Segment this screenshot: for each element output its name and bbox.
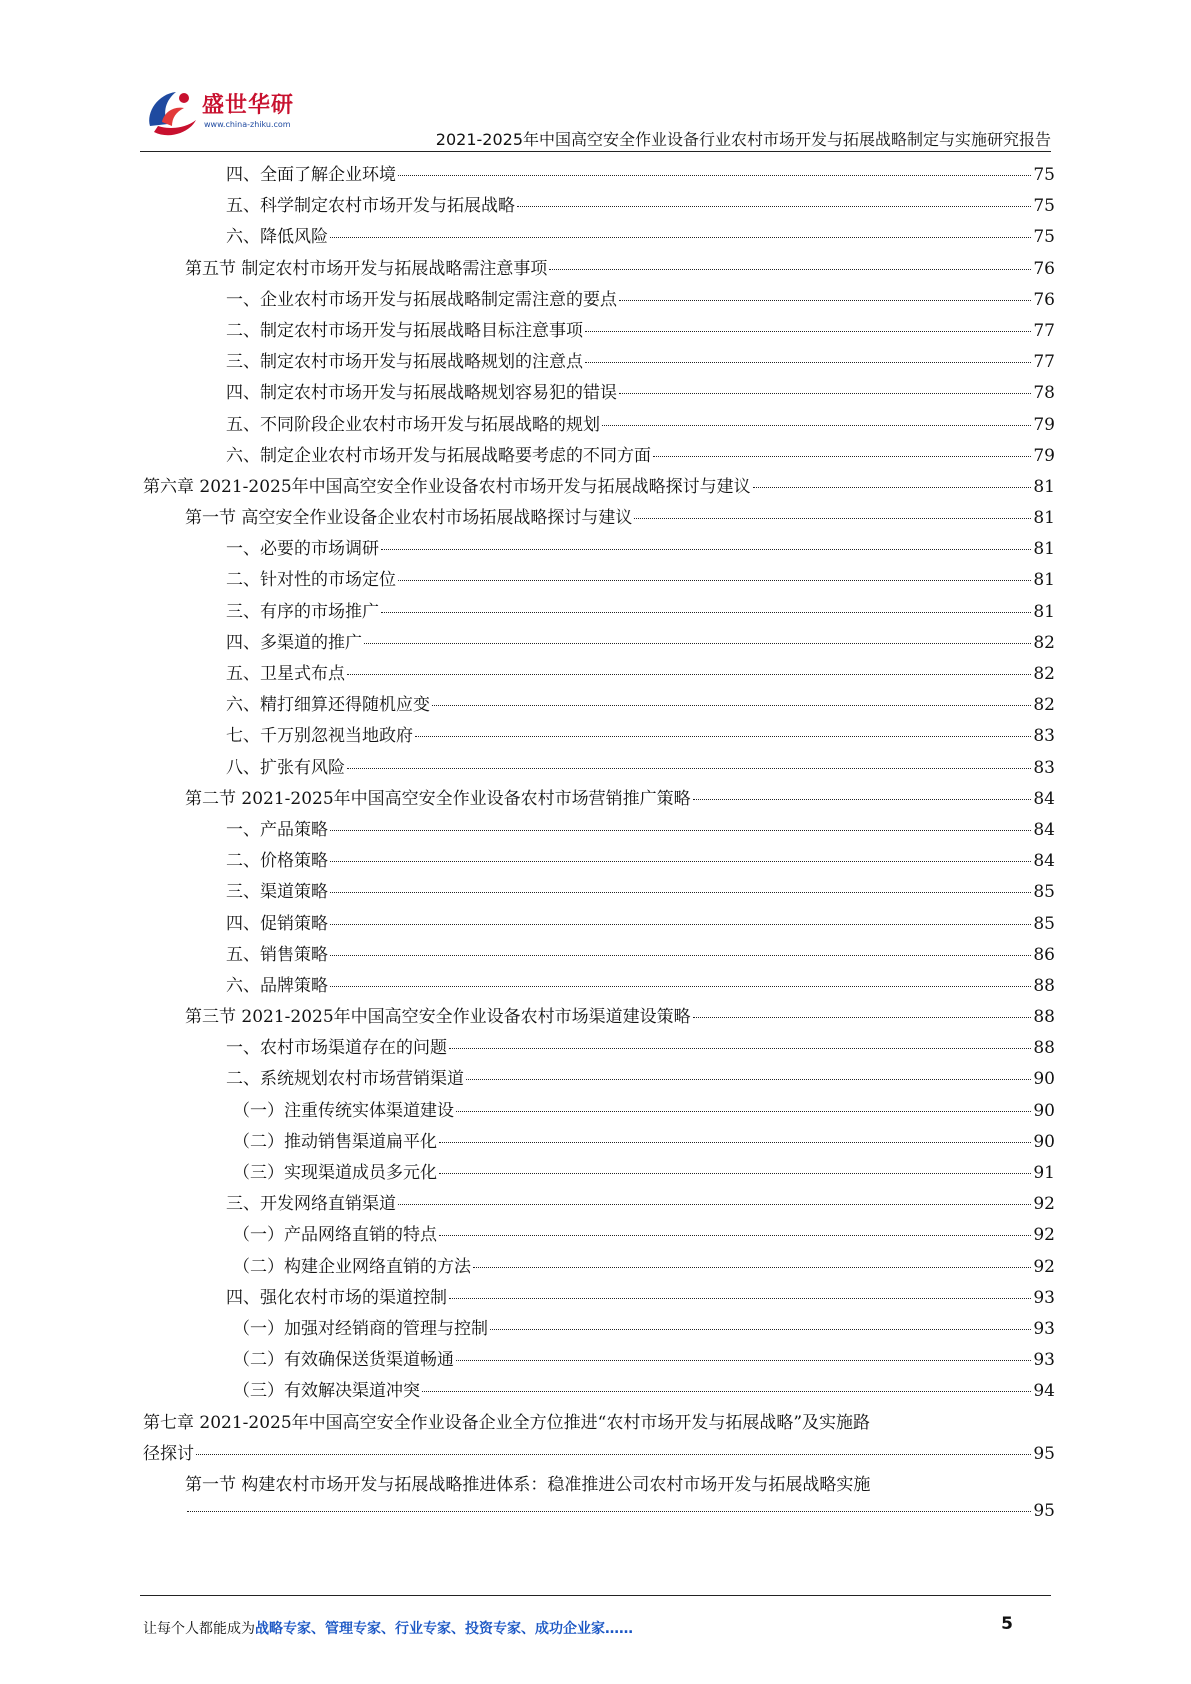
dot-leader <box>619 300 1031 301</box>
dot-leader <box>456 1111 1031 1112</box>
toc-entry[interactable] <box>143 565 1055 596</box>
dot-leader <box>398 580 1031 581</box>
toc-entry-text: 六、制定企业农村市场开发与拓展战略要考虑的不同方面 <box>226 445 651 466</box>
toc-entry-text: 六、品牌策略 <box>226 975 328 996</box>
toc-page-number: 83 <box>1033 726 1055 747</box>
toc-entry[interactable] <box>143 1127 1055 1158</box>
toc-entry-text: 一、企业农村市场开发与拓展战略制定需注意的要点 <box>226 289 617 310</box>
toc-page-number: 88 <box>1033 1038 1055 1059</box>
toc-entry-text: 第一节 构建农村市场开发与拓展战略推进体系：稳准推进公司农村市场开发与拓展战略实施 <box>185 1474 871 1495</box>
toc-page-number: 81 <box>1033 539 1055 560</box>
brand-url: www.china-zhiku.com <box>204 120 291 129</box>
toc-entry-text: 六、降低风险 <box>226 227 328 248</box>
dot-leader <box>449 1048 1031 1049</box>
dot-leader <box>381 549 1031 550</box>
toc-entry-text: 第二节 2021-2025年中国高空安全作业设备农村市场营销推广策略 <box>185 788 691 809</box>
dot-leader <box>398 1204 1031 1205</box>
dot-leader <box>449 1298 1031 1299</box>
toc-page-number: 76 <box>1033 289 1055 310</box>
dot-leader <box>330 830 1031 831</box>
toc-page-number: 78 <box>1033 383 1055 404</box>
toc-page-number: 90 <box>1033 1100 1055 1121</box>
toc-entry-text: 二、针对性的市场定位 <box>226 570 396 591</box>
toc-page-number: 86 <box>1033 944 1055 965</box>
toc-entry[interactable] <box>143 1064 1055 1095</box>
toc-page-number: 82 <box>1033 695 1055 716</box>
toc-entry[interactable] <box>143 784 1055 815</box>
toc-entry-wrapped[interactable] <box>143 1408 1055 1470</box>
dot-leader <box>549 269 1031 270</box>
toc-entry-text: （一）加强对经销商的管理与控制 <box>233 1318 488 1339</box>
toc-entry-text: （一）产品网络直销的特点 <box>233 1225 437 1246</box>
toc-entry-text: （二）推动销售渠道扁平化 <box>233 1131 437 1152</box>
toc-entry[interactable] <box>143 254 1055 285</box>
dot-leader <box>753 487 1032 488</box>
dot-leader <box>585 331 1031 332</box>
toc-entry-text: 三、有序的市场推广 <box>226 601 379 622</box>
toc-page-number: 88 <box>1033 975 1055 996</box>
dot-leader <box>381 612 1031 613</box>
toc-page-number: 79 <box>1033 414 1055 435</box>
toc-entry-text: 第六章 2021-2025年中国高空安全作业设备农村市场开发与拓展战略探讨与建议 <box>143 476 751 497</box>
header-divider <box>140 151 1051 152</box>
toc-entry[interactable] <box>143 191 1055 222</box>
dot-leader <box>196 1454 1031 1455</box>
toc-entry-text: 第七章 2021-2025年中国高空安全作业设备企业全方位推进“农村市场开发与拓展战略”及实施路 <box>143 1412 871 1433</box>
toc-page-number: 84 <box>1033 788 1055 809</box>
toc-entry-text: （二）构建企业网络直销的方法 <box>233 1256 471 1277</box>
logo-icon <box>140 82 202 144</box>
toc-page-number: 81 <box>1033 601 1055 622</box>
toc-page-number: 92 <box>1033 1225 1055 1246</box>
toc-page-number: 81 <box>1033 508 1055 529</box>
dot-leader <box>432 705 1031 706</box>
toc-entry-text: 径探讨 <box>143 1443 194 1464</box>
toc-entry[interactable] <box>143 1283 1055 1314</box>
toc-entry[interactable] <box>143 1096 1055 1127</box>
toc-entry-text: 二、系统规划农村市场营销渠道 <box>226 1069 464 1090</box>
toc-entry-text: 五、不同阶段企业农村市场开发与拓展战略的规划 <box>226 414 600 435</box>
dot-leader <box>693 799 1032 800</box>
dot-leader <box>490 1329 1031 1330</box>
toc-entry-text: 四、促销策略 <box>226 913 328 934</box>
toc-entry-text: 八、扩张有风险 <box>226 757 345 778</box>
toc-page-number: 77 <box>1033 352 1055 373</box>
toc-entry[interactable] <box>143 285 1055 316</box>
toc-page-number: 84 <box>1033 851 1055 872</box>
toc-entry[interactable] <box>143 1314 1055 1345</box>
toc-page-number: 75 <box>1033 196 1055 217</box>
report-title: 2021-2025年中国高空安全作业设备行业农村市场开发与拓展战略制定与实施研究报告 <box>435 130 1051 149</box>
footer-slogan <box>143 1618 633 1638</box>
dot-leader <box>330 986 1031 987</box>
toc-entry[interactable] <box>143 877 1055 908</box>
toc-entry[interactable] <box>143 690 1055 721</box>
toc-page-number: 84 <box>1033 819 1055 840</box>
toc-entry[interactable] <box>143 1158 1055 1189</box>
toc-page-number: 75 <box>1033 165 1055 185</box>
toc-page-number: 92 <box>1033 1256 1055 1277</box>
toc-entry-text: 二、价格策略 <box>226 851 328 872</box>
toc-page-number: 90 <box>1033 1069 1055 1090</box>
footer-divider <box>140 1595 1051 1596</box>
dot-leader <box>347 768 1031 769</box>
toc-entry[interactable] <box>143 753 1055 784</box>
toc-entry[interactable] <box>143 971 1055 1002</box>
toc-entry-text: 五、卫星式布点 <box>226 664 345 684</box>
toc-entry[interactable] <box>143 721 1055 752</box>
toc-entry-text: 四、多渠道的推广 <box>226 632 362 653</box>
toc-page-number: 93 <box>1033 1318 1055 1339</box>
toc-entry[interactable] <box>143 815 1055 846</box>
toc-entry[interactable] <box>143 222 1055 253</box>
toc-entry-text: （三）实现渠道成员多元化 <box>233 1163 437 1183</box>
toc-entry[interactable] <box>143 628 1055 659</box>
toc-page-number: 79 <box>1033 445 1055 466</box>
toc-entry-text: 六、精打细算还得随机应变 <box>226 695 430 716</box>
dot-leader <box>415 736 1031 737</box>
toc-entry-text: （一）注重传统实体渠道建设 <box>233 1100 454 1121</box>
toc-entry[interactable] <box>143 1033 1055 1064</box>
toc-entry[interactable] <box>143 160 1055 191</box>
toc-entry-text: 第三节 2021-2025年中国高空安全作业设备农村市场渠道建设策略 <box>185 1007 691 1028</box>
toc-entry[interactable] <box>143 441 1055 472</box>
toc-entry[interactable] <box>143 316 1055 347</box>
toc-entry-text: 三、渠道策略 <box>226 882 328 903</box>
dot-leader <box>422 1391 1031 1392</box>
toc-entry-text: 第五节 制定农村市场开发与拓展战略需注意事项 <box>185 258 548 279</box>
toc-page-number: 82 <box>1033 664 1055 684</box>
logo <box>140 82 320 144</box>
toc-entry[interactable] <box>143 503 1055 534</box>
dot-leader <box>634 518 1031 519</box>
dot-leader <box>619 393 1031 394</box>
footer-lead: 让每个人都能成为 <box>143 1621 255 1637</box>
toc-page-number: 83 <box>1033 757 1055 778</box>
dot-leader <box>330 955 1031 956</box>
toc-page-number: 93 <box>1033 1350 1055 1371</box>
toc-entry-text: （二）有效确保送货渠道畅通 <box>233 1350 454 1371</box>
toc-page-number: 81 <box>1033 570 1055 591</box>
dot-leader <box>693 1017 1032 1018</box>
dot-leader <box>439 1142 1031 1143</box>
toc-entry-text: 五、销售策略 <box>226 944 328 965</box>
toc-entry[interactable] <box>143 659 1055 690</box>
toc-entry-text: 第一节 高空安全作业设备企业农村市场拓展战略探讨与建议 <box>185 508 633 529</box>
toc-entry[interactable] <box>143 597 1055 628</box>
toc-entry-text: 一、产品策略 <box>226 819 328 840</box>
dot-leader <box>330 892 1031 893</box>
toc-page-number: 92 <box>1033 1194 1055 1215</box>
dot-leader <box>602 425 1031 426</box>
toc-page-number: 95 <box>1033 1501 1055 1522</box>
dot-leader <box>347 674 1031 675</box>
toc-entry[interactable] <box>143 1002 1055 1033</box>
toc-page-number: 88 <box>1033 1007 1055 1028</box>
brand-name: 盛世华研 <box>202 93 295 118</box>
toc-entry-text: 五、科学制定农村市场开发与拓展战略 <box>226 196 515 217</box>
dot-leader <box>330 237 1031 238</box>
toc-entry[interactable] <box>143 1252 1055 1283</box>
page-number: 5 <box>1001 1614 1013 1634</box>
toc-entry-text: 一、必要的市场调研 <box>226 539 379 560</box>
toc-entry[interactable] <box>143 410 1055 441</box>
dot-leader <box>187 1511 1031 1512</box>
toc-entry-text: 四、强化农村市场的渠道控制 <box>226 1287 447 1308</box>
toc-page-number: 82 <box>1033 632 1055 653</box>
toc-page-number: 90 <box>1033 1131 1055 1152</box>
toc-entry[interactable] <box>143 472 1055 503</box>
toc-page-number: 75 <box>1033 227 1055 248</box>
toc-entry-wrapped[interactable] <box>143 1470 1055 1532</box>
dot-leader <box>653 456 1031 457</box>
dot-leader <box>398 175 1031 176</box>
toc-page-number: 85 <box>1033 913 1055 934</box>
toc-entry-text: 一、农村市场渠道存在的问题 <box>226 1038 447 1059</box>
toc-page-number: 93 <box>1033 1287 1055 1308</box>
toc-entry-text: （三）有效解决渠道冲突 <box>233 1381 420 1402</box>
toc-entry[interactable] <box>143 1345 1055 1376</box>
toc-entry-text: 四、全面了解企业环境 <box>226 165 396 185</box>
dot-leader <box>466 1079 1031 1080</box>
toc-page-number: 81 <box>1033 476 1055 497</box>
toc-entry[interactable] <box>143 846 1055 877</box>
dot-leader <box>330 861 1031 862</box>
toc-entry-text: 四、制定农村市场开发与拓展战略规划容易犯的错误 <box>226 383 617 404</box>
dot-leader <box>456 1360 1031 1361</box>
toc-entry[interactable] <box>143 1220 1055 1251</box>
toc-entry-text: 七、千万别忽视当地政府 <box>226 726 413 747</box>
toc-entry[interactable] <box>143 1376 1055 1407</box>
toc-entry-text: 三、制定农村市场开发与拓展战略规划的注意点 <box>226 352 583 373</box>
toc-entry[interactable] <box>143 1189 1055 1220</box>
toc-entry[interactable] <box>143 378 1055 409</box>
toc-entry-text: 二、制定农村市场开发与拓展战略目标注意事项 <box>226 320 583 341</box>
toc-page-number: 76 <box>1033 258 1055 279</box>
toc-entry[interactable] <box>143 909 1055 940</box>
toc-entry[interactable] <box>143 534 1055 565</box>
table-of-contents <box>143 160 1055 1532</box>
toc-entry[interactable] <box>143 940 1055 971</box>
dot-leader <box>585 362 1031 363</box>
toc-page-number: 85 <box>1033 882 1055 903</box>
toc-entry[interactable] <box>143 347 1055 378</box>
dot-leader <box>517 206 1031 207</box>
toc-page-number: 95 <box>1033 1443 1055 1464</box>
toc-page-number: 77 <box>1033 320 1055 341</box>
toc-page-number: 91 <box>1033 1163 1055 1183</box>
toc-entry-text: 三、开发网络直销渠道 <box>226 1194 396 1215</box>
dot-leader <box>330 924 1031 925</box>
dot-leader <box>473 1267 1031 1268</box>
dot-leader <box>364 643 1031 644</box>
dot-leader <box>439 1235 1031 1236</box>
dot-leader <box>439 1173 1031 1174</box>
footer-highlight: 战略专家、管理专家、行业专家、投资专家、成功企业家…… <box>255 1621 633 1637</box>
toc-page-number: 94 <box>1033 1381 1055 1402</box>
